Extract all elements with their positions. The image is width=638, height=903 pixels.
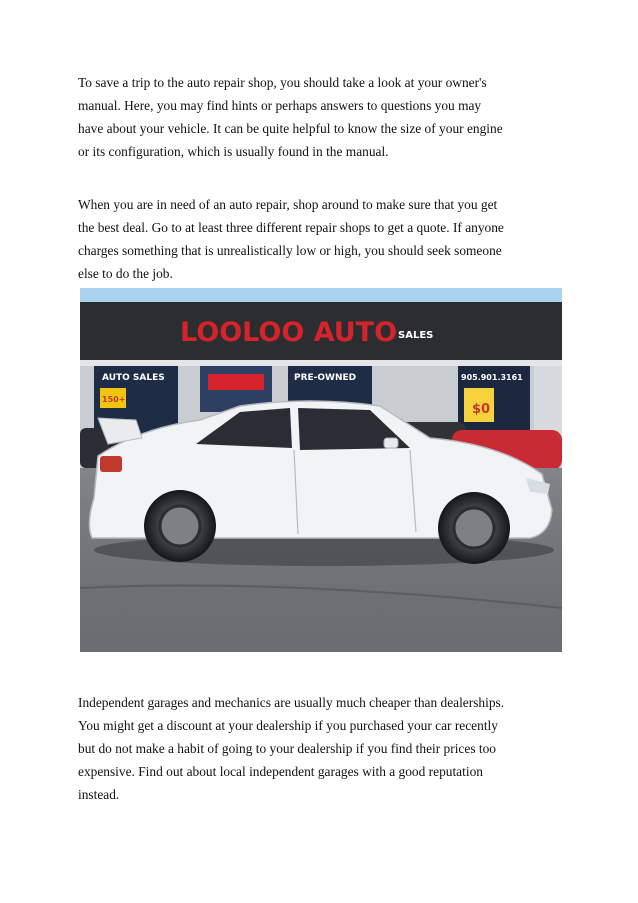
paragraph-shop-around — [78, 193, 562, 285]
dealership-car-photo — [80, 288, 562, 652]
paragraph-line: To save a trip to the auto repair shop, you should take a look at your owner's — [78, 75, 487, 90]
paragraph-line: When you are in need of an auto repair, shop around to make sure that you get — [78, 197, 498, 212]
paragraph-line: have about your vehicle. It can be quite helpful to know the size of your engine — [78, 121, 503, 136]
tail-light — [100, 456, 122, 472]
paragraph-line: else to do the job. — [78, 266, 173, 281]
sign-text: LOOLOO AUTO — [180, 317, 398, 348]
paragraph-line: charges something that is unrealistically low or high, you should seek someone — [78, 243, 502, 258]
svg-text:PRE-OWNED: PRE-OWNED — [294, 373, 357, 383]
svg-text:905.901.3161: 905.901.3161 — [461, 373, 523, 382]
svg-text:AUTO SALES: AUTO SALES — [102, 373, 165, 383]
svg-text:150+: 150+ — [102, 395, 126, 404]
paragraph-owners-manual — [78, 71, 562, 163]
paragraph-line: manual. Here, you may find hints or perhaps answers to questions you may — [78, 98, 482, 113]
paragraph-line: expensive. Find out about local independent garages with a good reputation — [78, 764, 483, 779]
paragraph-line: instead. — [78, 787, 120, 802]
paragraph-line: but do not make a habit of going to your dealership if you find their prices too — [78, 741, 496, 756]
paragraph-independent-garages — [78, 691, 562, 806]
side-mirror — [384, 438, 398, 448]
svg-text:$0: $0 — [472, 402, 491, 417]
paragraph-line: Independent garages and mechanics are usually much cheaper than dealerships. — [78, 695, 505, 710]
paragraph-line: You might get a discount at your dealership if you purchased your car recently — [78, 718, 498, 733]
car-photo-illustration — [80, 288, 562, 652]
sign-suffix: SALES — [398, 330, 434, 341]
paragraph-line: or its configuration, which is usually found in the manual. — [78, 144, 389, 159]
paragraph-line: the best deal. Go to at least three different repair shops to get a quote. If anyone — [78, 220, 504, 235]
